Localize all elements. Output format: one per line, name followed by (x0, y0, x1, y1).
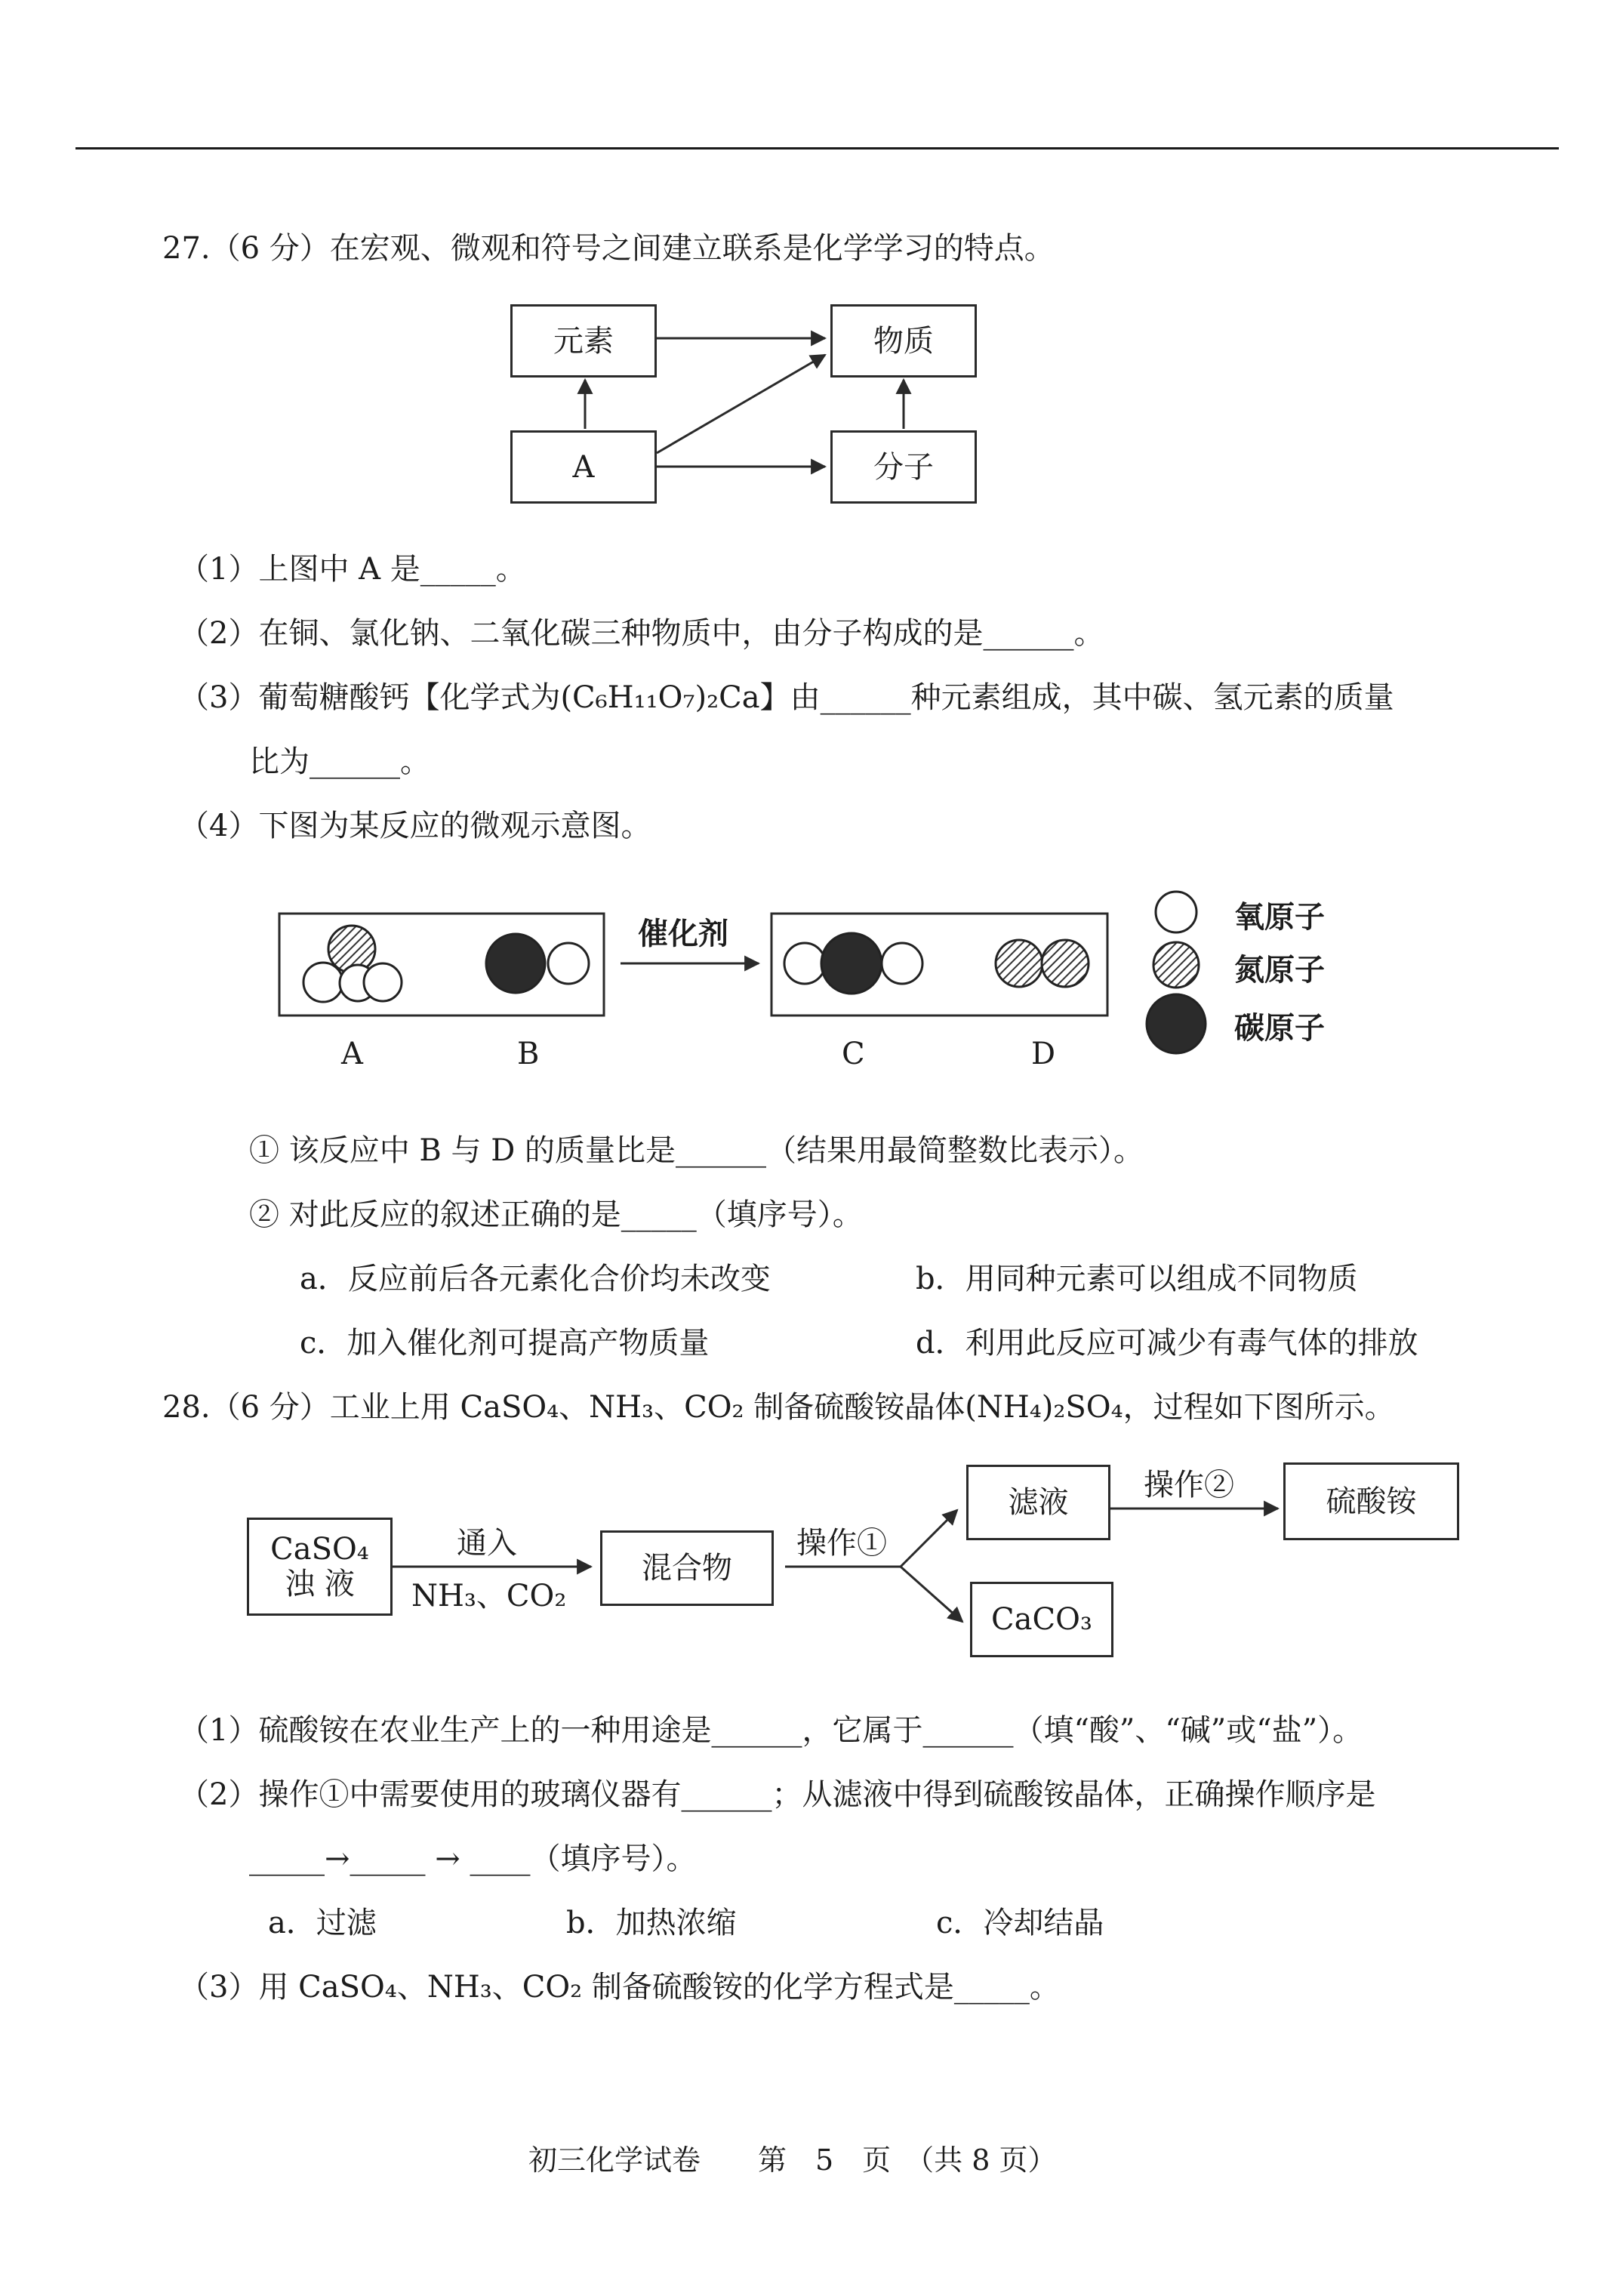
reactants-box (279, 914, 604, 1015)
arrow-a-to-substance (657, 355, 825, 453)
molecule-c-carbon-atom (821, 933, 882, 994)
legend-oxygen-symbol (1156, 892, 1196, 932)
q28-part2-line2: _____→_____ → ____（填序号）。 (249, 1841, 697, 1876)
substance-box: 物质 (830, 304, 977, 378)
q28-option-c: c．冷却结晶 (936, 1906, 1104, 1940)
q27-part3-line2: 比为______。 (249, 744, 430, 779)
molecule-a-oxygen-atom-3 (364, 963, 402, 1001)
q28-option-a: a．过滤 (268, 1906, 377, 1940)
op2-label: 操作② (1144, 1468, 1234, 1502)
molecule-a-oxygen-atom-1 (303, 963, 343, 1002)
q28-part3: （3）用 CaSO₄、NH₃、CO₂ 制备硫酸铵的化学方程式是_____。 (179, 1970, 1060, 2005)
page-footer: 初三化学试卷 第 5 页 （共 8 页） (528, 2143, 1057, 2177)
molecule-d-nitrogen-atom-2 (1042, 940, 1089, 987)
catalyst-label: 催化剂 (638, 917, 728, 951)
feed-top-label: 通入 (457, 1526, 517, 1561)
molecule-b-oxygen-atom (548, 943, 589, 984)
molecule-a-nitrogen-atom (328, 926, 375, 972)
element-box: 元素 (510, 304, 657, 378)
top-rule (75, 147, 1559, 149)
label-d: D (1031, 1037, 1056, 1071)
calcium-carbonate-box: CaCO₃ (970, 1582, 1113, 1657)
label-a: A (341, 1037, 363, 1071)
caso4-line2: 浊 液 (285, 1567, 355, 1601)
q27-option-a: a．反应前后各元素化合价均未改变 (300, 1262, 771, 1296)
q28-option-b: b．加热浓缩 (566, 1906, 737, 1940)
label-c: C (842, 1037, 865, 1071)
q28-stem: 28.（6 分）工业上用 CaSO₄、NH₃、CO₂ 制备硫酸铵晶体(NH₄)₂SO₄，过程如下图所示。 (162, 1390, 1395, 1425)
legend-nitrogen-label: 氮原子 (1234, 953, 1325, 988)
caso4-slurry-box (247, 1518, 393, 1616)
filtrate-box: 滤液 (966, 1465, 1110, 1540)
flow-arrow-to-precipitate (901, 1567, 962, 1622)
products-box (771, 914, 1107, 1015)
legend-oxygen-label: 氧原子 (1234, 900, 1325, 935)
caso4-line1: CaSO₄ (270, 1532, 369, 1567)
molecule-c-oxygen-atom-2 (882, 943, 922, 984)
flow-arrow-to-filtrate (901, 1510, 957, 1567)
q28-part2-line1: （2）操作①中需要使用的玻璃仪器有______；从滤液中得到硫酸铵晶体，正确操作顺序是 (179, 1777, 1376, 1812)
q27-option-d: d．利用此反应可减少有毒气体的排放 (916, 1326, 1418, 1361)
molecule-c-oxygen-atom-1 (784, 943, 825, 984)
q27-sub1: ① 该反应中 B 与 D 的质量比是______（结果用最简整数比表示）。 (249, 1133, 1144, 1168)
q27-option-b: b．用同种元素可以组成不同物质 (916, 1262, 1358, 1296)
q27-part4: （4）下图为某反应的微观示意图。 (179, 809, 651, 843)
op1-label: 操作① (796, 1526, 887, 1561)
molecule-d-nitrogen-atom-1 (996, 940, 1042, 987)
q27-part1: （1）上图中 A 是_____。 (179, 552, 526, 587)
q27-option-c: c．加入催化剂可提高产物质量 (300, 1326, 710, 1361)
legend-nitrogen-symbol (1153, 942, 1199, 988)
molecule-b-carbon-atom (486, 934, 545, 993)
mixture-box: 混合物 (600, 1530, 774, 1606)
legend-carbon-symbol (1147, 994, 1206, 1053)
q27-part3-line1: （3）葡萄糖酸钙【化学式为(C₆H₁₁O₇)₂Ca】由______种元素组成，其中碳、氢元素的质量 (179, 680, 1394, 715)
q27-stem: 27.（6 分）在宏观、微观和符号之间建立联系是化学学习的特点。 (162, 231, 1055, 266)
q27-part2: （2）在铜、氯化钠、二氧化碳三种物质中，由分子构成的是______。 (179, 616, 1104, 651)
molecule-box: 分子 (830, 430, 977, 504)
a-box: A (510, 430, 657, 504)
legend-carbon-label: 碳原子 (1234, 1011, 1325, 1046)
q28-part1: （1）硫酸铵在农业生产上的一种用途是______，它属于______（填“酸”、“碱”或“盐”）。 (179, 1713, 1363, 1748)
molecule-a-oxygen-atom-2 (340, 965, 376, 1001)
ammonium-sulfate-box: 硫酸铵 (1283, 1462, 1459, 1540)
q27-sub2: ② 对此反应的叙述正确的是_____（填序号）。 (249, 1197, 863, 1232)
feed-bottom-label: NH₃、CO₂ (411, 1579, 567, 1613)
label-b: B (517, 1037, 540, 1071)
